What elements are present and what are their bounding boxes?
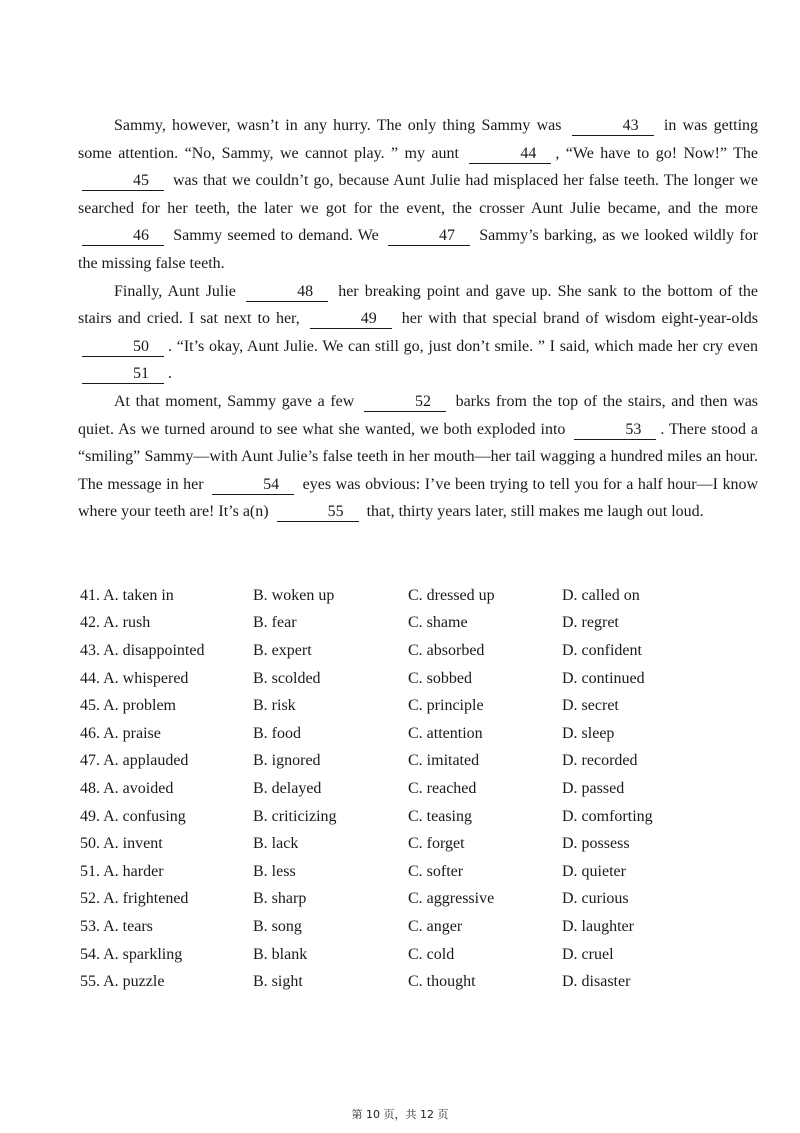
option-row-45 — [80, 692, 770, 720]
option-c: C. imitated — [408, 752, 480, 770]
blank-45: 45 — [82, 171, 164, 191]
option-b: B. less — [253, 862, 296, 880]
option-b: B. lack — [253, 835, 299, 853]
option-d: D. possess — [562, 835, 630, 853]
blank-44: 44 — [469, 144, 551, 164]
option-b: B. sharp — [253, 890, 307, 908]
option-d: D. comforting — [562, 807, 653, 825]
option-a: 47. A. applauded — [80, 752, 189, 770]
option-c: C. softer — [408, 862, 464, 880]
blank-52: 52 — [364, 392, 446, 412]
option-a: 43. A. disappointed — [80, 641, 205, 659]
passage-text: . There stood a “smiling” Sammy—with Aunt Julie’s false teeth in her mouth—her tail wagging a hundred miles an hour. The message in her — [78, 420, 758, 493]
option-b: B. scolded — [253, 669, 321, 687]
option-row-54 — [80, 941, 770, 969]
option-a: 55. A. puzzle — [80, 973, 165, 991]
blank-49: 49 — [310, 309, 392, 329]
blank-51: 51 — [82, 364, 164, 384]
option-c: C. thought — [408, 973, 476, 991]
option-c: C. attention — [408, 724, 483, 742]
option-c: C. principle — [408, 697, 484, 715]
option-d: D. cruel — [562, 945, 614, 963]
option-b: B. delayed — [253, 779, 322, 797]
option-b: B. food — [253, 724, 301, 742]
option-c: C. shame — [408, 614, 468, 632]
option-c: C. aggressive — [408, 890, 495, 908]
page-number: 第 10 页，共 12 页 — [351, 1108, 449, 1121]
option-row-47 — [80, 748, 770, 776]
blank-48: 48 — [246, 282, 328, 302]
blank-43: 43 — [572, 116, 654, 136]
option-d: D. quieter — [562, 862, 626, 880]
option-d: D. recorded — [562, 752, 638, 770]
option-c: C. teasing — [408, 807, 472, 825]
option-d: D. regret — [562, 614, 619, 632]
option-d: D. continued — [562, 669, 645, 687]
option-d: D. laughter — [562, 917, 634, 935]
option-a: 45. A. problem — [80, 697, 176, 715]
option-a: 48. A. avoided — [80, 779, 174, 797]
passage-paragraph-2 — [78, 278, 758, 388]
passage-text: Sammy seemed to demand. We — [173, 227, 379, 245]
passage-paragraph-1 — [78, 112, 758, 278]
option-row-49 — [80, 803, 770, 831]
option-row-51 — [80, 858, 770, 886]
option-a: 46. A. praise — [80, 724, 161, 742]
answer-options — [80, 582, 770, 996]
blank-54: 54 — [212, 475, 294, 495]
option-row-41 — [80, 582, 770, 610]
option-c: C. dressed up — [408, 586, 495, 604]
option-a: 42. A. rush — [80, 614, 151, 632]
option-d: D. confident — [562, 641, 642, 659]
option-b: B. expert — [253, 641, 312, 659]
option-a: 51. A. harder — [80, 862, 164, 880]
passage-text: barks from the top of the stairs, and then was quiet. As we turned around to see what she wanted, we both exploded into — [78, 392, 759, 438]
option-c: C. absorbed — [408, 641, 485, 659]
passage-text: eyes was obvious: I’ve been trying to tell you for a half hour—I know where your teeth are! It’s a(n) — [78, 475, 759, 521]
option-row-50 — [80, 830, 770, 858]
option-row-44 — [80, 665, 770, 693]
option-a: 49. A. confusing — [80, 807, 186, 825]
option-b: B. blank — [253, 945, 308, 963]
passage-text: Sammy, however, wasn’t in any hurry. The only thing Sammy was — [114, 117, 562, 134]
option-b: B. woken up — [253, 586, 335, 604]
passage-text: her with that special brand of wisdom eight-year-olds — [401, 310, 759, 328]
option-b: B. fear — [253, 614, 297, 632]
option-row-42 — [80, 610, 770, 638]
option-b: B. risk — [253, 697, 296, 715]
option-b: B. sight — [253, 973, 303, 991]
option-a: 44. A. whispered — [80, 669, 189, 687]
option-row-46 — [80, 720, 770, 748]
option-d: D. called on — [562, 586, 640, 604]
option-b: B. criticizing — [253, 807, 337, 825]
passage-text: in was getting some attention. “No, Sammy, we cannot play. ” my aunt — [78, 117, 759, 162]
option-d: D. passed — [562, 779, 625, 797]
option-d: D. secret — [562, 697, 619, 715]
option-c: C. anger — [408, 917, 463, 935]
option-b: B. ignored — [253, 752, 321, 770]
passage-text: that, thirty years later, still makes me laugh out loud. — [366, 503, 704, 521]
passage-text: , “We have to go! Now!” The — [555, 144, 759, 162]
passage-text: At that moment, Sammy gave a few — [114, 392, 355, 410]
passage-text: Finally, Aunt Julie — [114, 282, 236, 300]
passage-text: Sammy’s barking, as we looked wildly for the missing false teeth. — [78, 227, 759, 272]
option-c: C. cold — [408, 945, 455, 963]
option-d: D. curious — [562, 890, 629, 908]
option-row-43 — [80, 637, 770, 665]
option-c: C. sobbed — [408, 669, 472, 687]
option-a: 41. A. taken in — [80, 586, 174, 604]
passage-text: . — [168, 365, 172, 383]
option-row-53 — [80, 913, 770, 941]
option-a: 53. A. tears — [80, 917, 153, 935]
blank-55: 55 — [277, 502, 359, 522]
passage-paragraph-3 — [78, 388, 758, 526]
blank-53: 53 — [574, 420, 656, 440]
blank-47: 47 — [388, 226, 470, 246]
blank-46: 46 — [82, 226, 164, 246]
passage-text: was that we couldn’t go, because Aunt Julie had misplaced her false teeth. The longer we searched for her teeth, the later we got for the event, the crosser Aunt Julie became, and the more — [78, 172, 759, 217]
option-a: 54. A. sparkling — [80, 945, 183, 963]
passage-text: her breaking point and gave up. She sank to the bottom of the stairs and cried. I sat next to her, — [78, 282, 758, 328]
option-c: C. reached — [408, 779, 477, 797]
option-row-55 — [80, 968, 770, 996]
option-c: C. forget — [408, 835, 465, 853]
option-a: 50. A. invent — [80, 835, 163, 853]
blank-50: 50 — [82, 337, 164, 357]
cloze-passage — [78, 112, 758, 526]
passage-text: . “It’s okay, Aunt Julie. We can still go, just don’t smile. ” I said, which made her cry even — [168, 337, 758, 355]
option-row-48 — [80, 775, 770, 803]
option-a: 52. A. frightened — [80, 890, 189, 908]
option-b: B. song — [253, 917, 302, 935]
option-d: D. disaster — [562, 973, 631, 991]
option-row-52 — [80, 886, 770, 914]
option-d: D. sleep — [562, 724, 615, 742]
